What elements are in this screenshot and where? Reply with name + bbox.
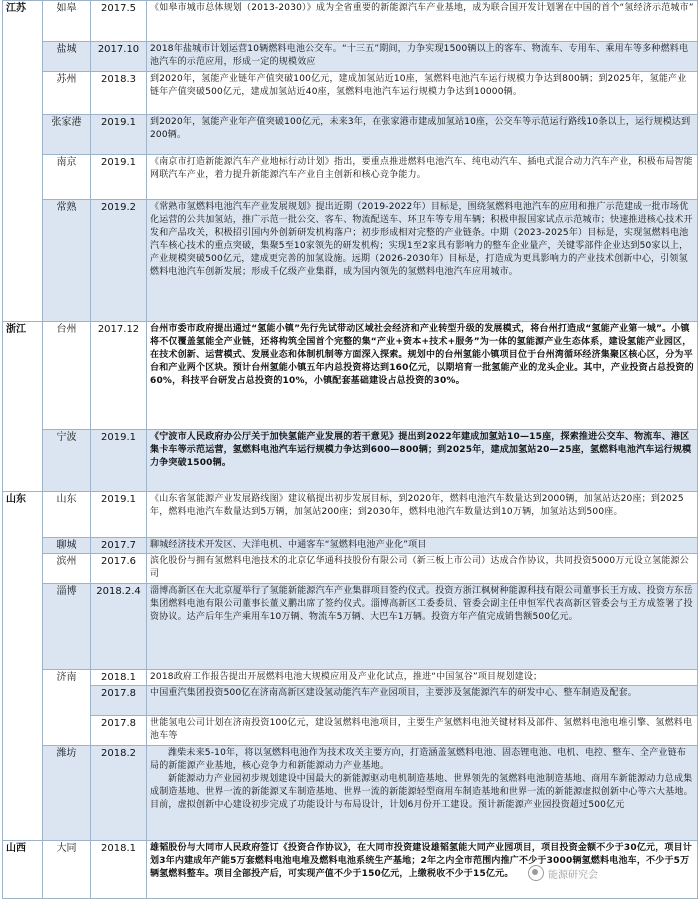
content-cell: 台州市委市政府提出通过“氢能小镇”先行先试带动区域社会经济和产业转型升级的发展模式，将台州打造成“氢能产业第一城”。小镇将不仅覆盖氢能全产业链，还将构筑全国首个完整的集“产业+资本+技术+服务”为一体的氢能源产业生态体系，建设氢能产业园区，在技术创新、运营模式、发展业态和体制机制等方面深入探索。规划中的台州氢能小镇项目位于台州湾循环经济集聚区核心区，分为平台和产业两个区块。预计台州氢能小镇五年内总投资将达到160亿元，以期培育一批氢能产业的龙头企业。其中，产业投资占总投资的60%，科技平台研发占总投资的10%，小镇配套基础建设占总投资的30%。 bbox=[147, 322, 698, 430]
table-row bbox=[3, 686, 698, 716]
province-cell: 山东 bbox=[3, 492, 43, 841]
date-cell: 2017.5 bbox=[91, 1, 147, 42]
table-body bbox=[3, 1, 698, 899]
city-cell: 滨州 bbox=[43, 554, 91, 584]
city-cell: 如皋 bbox=[43, 1, 91, 42]
hydrogen-policy-table bbox=[2, 0, 698, 899]
table-row bbox=[3, 42, 698, 72]
table-row bbox=[3, 716, 698, 746]
content-cell: 2018政府工作报告提出开展燃料电池大规模应用及产业化试点，推进“中国氢谷”项目规划建设； bbox=[147, 670, 698, 686]
city-cell: 宁波 bbox=[43, 430, 91, 492]
city-cell: 潍坊 bbox=[43, 746, 91, 841]
table-row bbox=[3, 430, 698, 492]
content-cell: 2018年盐城市计划运营10辆燃料电池公交车。“十三五”期间，力争实现1500辆以上的客车、物流车、专用车、乘用车等多种燃料电池汽车的示范应用，形成一定的规模效应 bbox=[147, 42, 698, 72]
table-row bbox=[3, 554, 698, 584]
date-cell: 2017.8 bbox=[91, 686, 147, 716]
province-cell: 浙江 bbox=[3, 322, 43, 492]
date-cell: 2018.2 bbox=[91, 746, 147, 841]
table-row bbox=[3, 115, 698, 155]
date-cell: 2017.12 bbox=[91, 322, 147, 430]
date-cell: 2019.1 bbox=[91, 155, 147, 200]
date-cell: 2017.8 bbox=[91, 716, 147, 746]
content-cell: 中国重汽集团投资500亿在济南高新区建设氢动能汽车产业园项目，主要涉及氢能源汽车的研发中心、整车制造及配套。 bbox=[147, 686, 698, 716]
content-cell: 雄韬股份与大同市人民政府签订《投资合作协议》，在大同市投资建设雄韬氢能大同产业园项目，项目投资金额不少于30亿元，项目计划3年内建成年产能5万套燃料电池电堆及燃料电池系统生产基地；2年之内全市范围内推广不少于3000辆氢燃料电池车，不少于5万辆氢燃料整车。项目全部投产后，可实现产值不少于150亿元，上缴税收不少于15亿元。 bbox=[147, 841, 698, 899]
table-row bbox=[3, 746, 698, 841]
date-cell: 2019.1 bbox=[91, 430, 147, 492]
table-row bbox=[3, 670, 698, 686]
date-cell: 2019.1 bbox=[91, 492, 147, 538]
watermark-logo-icon bbox=[528, 865, 544, 881]
content-paragraph: 新能源动力产业园初步规划建设中国最大的新能源驱动电机制造基地、世界领先的氢燃料电池制造基地、商用车新能源动力总成集成制造基地、世界一流的新能源叉车制造基地、世界一流的新能源轻型商用车制造基地和世界一流的新能源虚拟创新中心等六大基地。目前，虚拟创新中心建设初步完成了功能设计与布局设计，计划6月份开工建设。预计新能源产业园投资超过500亿元 bbox=[150, 774, 693, 810]
date-cell: 2018.1 bbox=[91, 841, 147, 899]
content-cell: 到2020年，氢能产业链年产值突破100亿元，建成加氢站近10座，氢燃料电池汽车运行规模力争达到800辆；到2025年，氢能产业链年产值突破500亿元，建成加氢站近40座，氢燃料电池汽车运行规模力争达到10000辆。 bbox=[147, 72, 698, 115]
table-row bbox=[3, 584, 698, 670]
city-cell: 苏州 bbox=[43, 72, 91, 115]
province-cell: 山西 bbox=[3, 841, 43, 899]
table-row bbox=[3, 1, 698, 42]
content-cell: 《宁波市人民政府办公厅关于加快氢能产业发展的若干意见》提出到2022年建成加氢站10—15座，探索推进公交车、物流车、港区集卡车等示范运营，氢燃料电池汽车运行规模力争达到600—800辆；到2025年，建成加氢站20—25座，氢燃料电池汽车运行规模力争突破1500辆。 bbox=[147, 430, 698, 492]
date-cell: 2018.2.4 bbox=[91, 584, 147, 670]
table-row bbox=[3, 155, 698, 200]
date-cell: 2018.3 bbox=[91, 72, 147, 115]
content-cell: 《南京市打造新能源汽车产业地标行动计划》指出，要重点推进燃料电池汽车、纯电动汽车、插电式混合动力汽车产业，积极布局智能网联汽车产业，着力提升新能源汽车产业自主创新和核心竞争能力。 bbox=[147, 155, 698, 200]
city-cell: 张家港 bbox=[43, 115, 91, 155]
city-cell: 台州 bbox=[43, 322, 91, 430]
province-cell: 江苏 bbox=[3, 1, 43, 322]
city-cell: 盐城 bbox=[43, 42, 91, 72]
table-row bbox=[3, 492, 698, 538]
city-cell: 常熟 bbox=[43, 200, 91, 322]
content-cell bbox=[147, 746, 698, 841]
date-cell: 2019.2 bbox=[91, 200, 147, 322]
content-cell: 《常熟市氢燃料电池汽车产业发展规划》提出近期（2019-2022年）目标是，围绕氢燃料电池汽车的应用和推广示范建成一批市场优化运营的公共加氢站，推广示范一批公交、客车、物流配送车、环卫车等专用车辆；积极申报国家试点示范城市；快速推进核心技术开发和产品攻关，积极招引国内外创新研发机构落户；初步形成相对完整的产业链条。中期（2023-2025年）目标是，实现氢燃料电池汽车核心技术的重点突破，集聚5至10家领先的研发机构；实现1至2家具有影响力的整车企业量产，关键零部件企业达到50家以上，产业规模突破500亿元，建成更完善的加氢设施。远期（2026-2030年）目标是，打造成为更具影响力的产业技术创新中心，引领氢燃料电池汽车创新发展；形成千亿级产业集群，成为国内领先的氢燃料电池汽车应用城市。 bbox=[147, 200, 698, 322]
table-row bbox=[3, 200, 698, 322]
content-cell: 《如皋市城市总体规划（2013-2030）》成为全省重要的新能源汽车产业基地，成为联合国开发计划署在中国的首个“氢经济示范城市” bbox=[147, 1, 698, 42]
table-row bbox=[3, 72, 698, 115]
city-cell: 山东 bbox=[43, 492, 91, 538]
watermark-text: 能源研究会 bbox=[548, 869, 598, 881]
content-paragraph: 潍柴未来5-10年，将以氢燃料电池作为技术攻关主要方向，打造涵盖氢燃料电池、固态锂电池、电机、电控、整车、全产业链布局的新能源产业基地，核心竞争力和新能源动力产业基地。 bbox=[150, 748, 687, 771]
content-cell: 世能氢电公司计划在济南投资100亿元，建设氢燃料电池项目，主要生产氢燃料电池关键材料及部件、氢燃料电池电堆引擎、氢燃料电池车等 bbox=[147, 716, 698, 746]
content-cell: 《山东省氢能源产业发展路线图》建议稿提出初步发展目标，到2020年，燃料电池汽车数量达到2000辆，加氢站达20座；到2025年，燃料电池汽车数量达到5万辆，加氢站200座；到2030年，燃料电池汽车数量达到10万辆，加氢站达到500座。 bbox=[147, 492, 698, 538]
content-cell: 滨化股份与拥有氢燃料电池技术的北京亿华通科技股份有限公司（新三板上市公司）达成合作协议，共同投资5000万元设立氢能源公司 bbox=[147, 554, 698, 584]
city-cell: 淄博 bbox=[43, 584, 91, 670]
city-cell: 大同 bbox=[43, 841, 91, 899]
date-cell: 2017.10 bbox=[91, 42, 147, 72]
city-cell: 济南 bbox=[43, 670, 91, 746]
content-cell: 聊城经济技术开发区、大洋电机、中通客车“氢燃料电池产业化”项目 bbox=[147, 538, 698, 554]
date-cell: 2018.1 bbox=[91, 670, 147, 686]
table-row bbox=[3, 538, 698, 554]
date-cell: 2019.1 bbox=[91, 115, 147, 155]
content-cell: 到2020年，氢能产业年产值突破100亿元，未来3年，在张家港市建成加氢站10座，公交车等示范运行路线10条以上，运行规模达到200辆。 bbox=[147, 115, 698, 155]
table-row bbox=[3, 322, 698, 430]
date-cell: 2017.6 bbox=[91, 554, 147, 584]
city-cell: 南京 bbox=[43, 155, 91, 200]
content-cell: 淄博高新区在大北京厦举行了氢能新能源汽车产业集群项目签约仪式。投资方浙江枫树种能源科技有限公司董事长王方成、投资方东岳集团燃料电池有限公司董事长董义鹏出席了签约仪式。淄博高新区工委委员、管委会副主任申恒军代表高新区管委会与王方成签署了投资协议。达产后年生产乘用车10万辆、物流车5万辆、大巴车1万辆。投资方年产值完成销售额500亿元。 bbox=[147, 584, 698, 670]
date-cell: 2017.7 bbox=[91, 538, 147, 554]
watermark bbox=[528, 862, 688, 884]
city-cell: 聊城 bbox=[43, 538, 91, 554]
